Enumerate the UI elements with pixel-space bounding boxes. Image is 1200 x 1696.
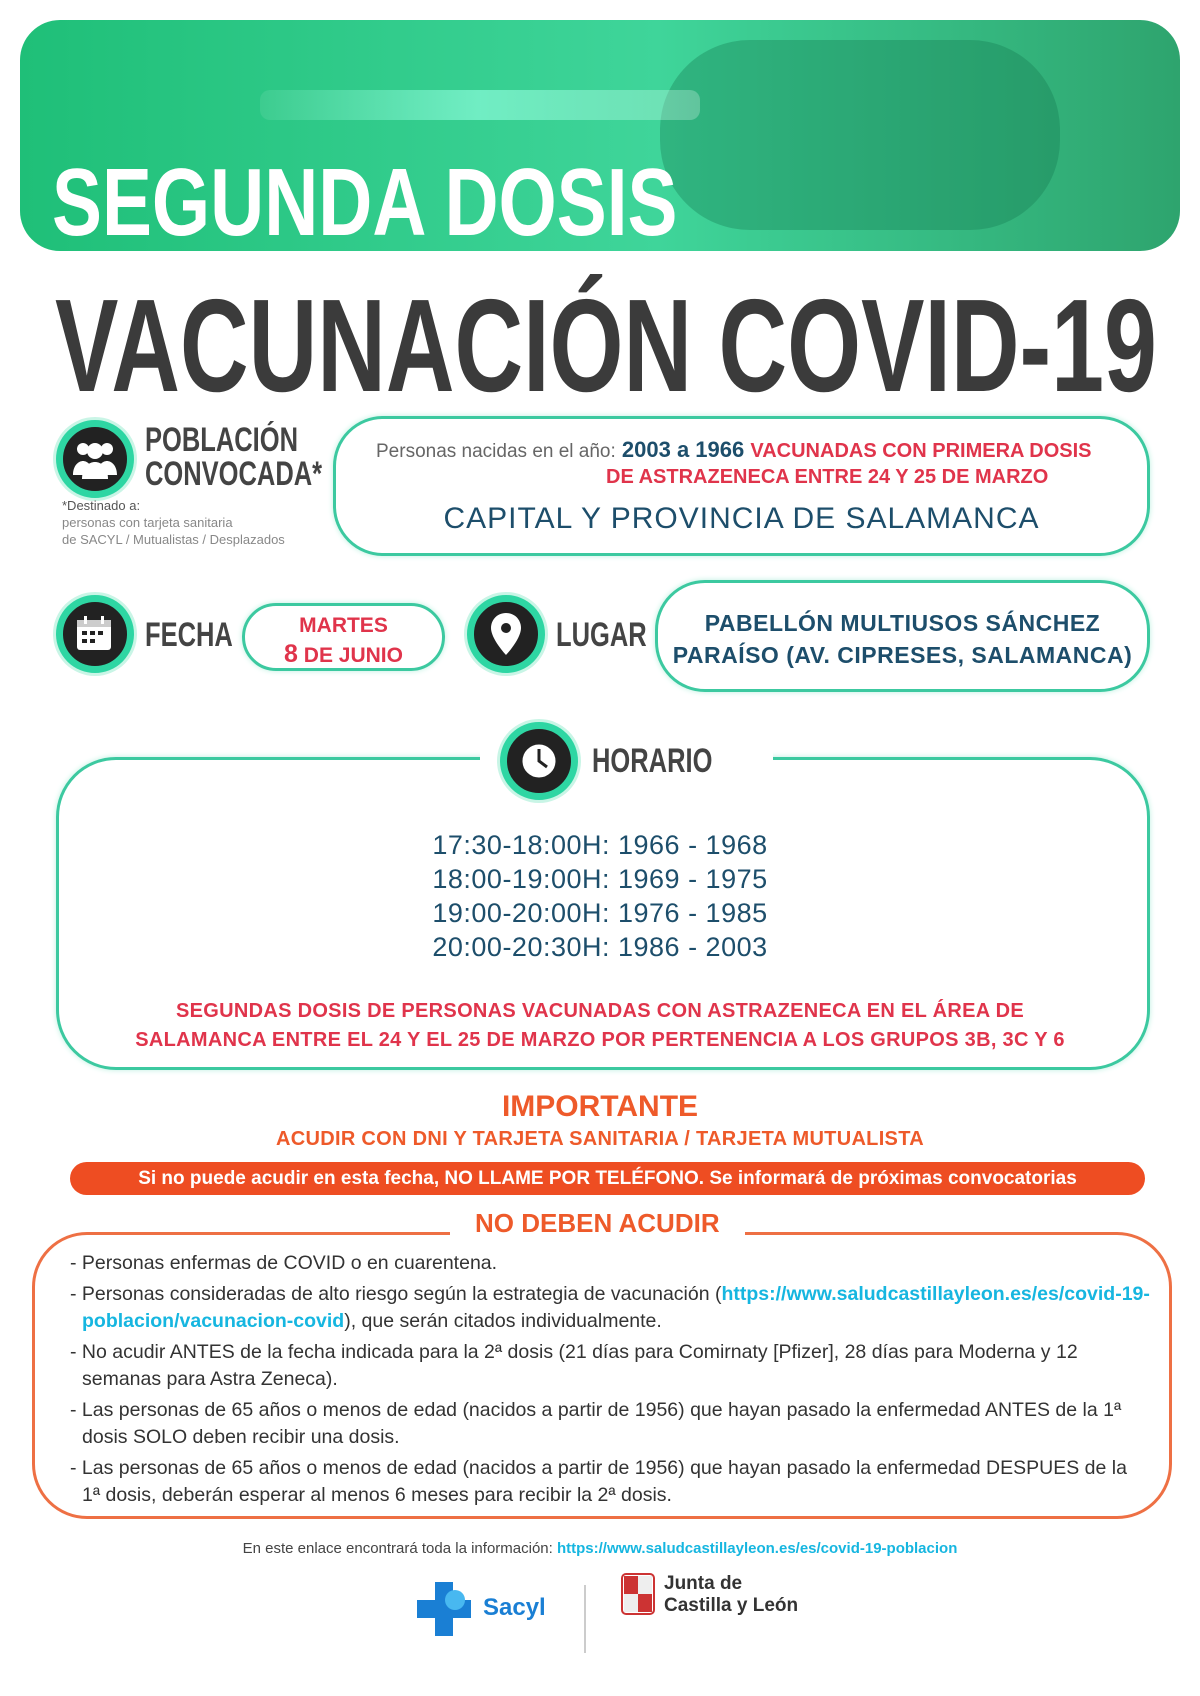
poblacion-note: *Destinado a: personas con tarjeta sanitaria de SACYL / Mutualistas / Desplazados — [62, 498, 285, 547]
lugar-box: PABELLÓN MULTIUSOS SÁNCHEZ PARAÍSO (AV. CIPRESES, SALAMANCA) — [655, 580, 1150, 692]
list-item: - Personas enfermas de COVID o en cuarentena. — [70, 1252, 498, 1274]
title-segunda-dosis: SEGUNDA DOSIS — [52, 149, 678, 256]
clock-icon — [500, 722, 578, 800]
horario-slots: 17:30-18:00H: 1966 - 1968 18:00-19:00H: 1969 - 1975 19:00-20:00H: 1976 - 1985 20:00-20:30H: 1986 - 2003 — [432, 830, 768, 962]
list-item: - Personas consideradas de alto riesgo según la estrategia de vacunación (https://www.saludcastillayleon.es/es/covid-19-poblacion/vacunacion-covid), que serán citados individualmente. — [70, 1283, 1150, 1332]
fecha-box: MARTES 8 DE JUNIO — [242, 603, 445, 671]
list-item: - Las personas de 65 años o menos de edad (nacidos a partir de 1956) que hayan pasado la enfermedad ANTES de la 1ª dosis SOLO deben recibir una dosis. — [70, 1399, 1122, 1448]
horario-note: SEGUNDAS DOSIS DE PERSONAS VACUNADAS CON ASTRAZENECA EN EL ÁREA DE SALAMANCA ENTRE EL 24 Y EL 25 DE MARZO POR PERTENENCIA A LOS GRUPOS 3B, 3C Y 6 — [135, 1000, 1065, 1051]
importante-title: IMPORTANTE — [501, 1090, 699, 1123]
poblacion-box: Personas nacidas en el año: 2003 a 1966 VACUNADAS CON PRIMERA DOSIS DE ASTRAZENECA ENTRE 24 Y 25 DE MARZO CAPITAL Y PROVINCIA DE SALAMANCA — [333, 416, 1150, 556]
no-llame-banner: Si no puede acudir en esta fecha, NO LLAME POR TELÉFONO. Se informará de próximas convocatorias — [70, 1162, 1145, 1195]
list-item: - No acudir ANTES de la fecha indicada para la 2ª dosis (21 días para Comirnaty [Pfizer], 28 días para Moderna y 12 semanas para Astra Zeneca). — [70, 1341, 1078, 1390]
fecha-label: FECHA — [145, 616, 233, 654]
location-pin-icon — [467, 595, 545, 673]
logo-divider — [584, 1585, 586, 1653]
syringe-image — [260, 90, 700, 120]
poblacion-label: POBLACIÓN CONVOCADA* — [145, 421, 323, 493]
title-vacunacion: VACUNACIÓN COVID-19 — [55, 272, 1157, 419]
people-icon — [56, 420, 134, 498]
horario-header: HORARIO — [480, 722, 773, 800]
coat-of-arms-icon — [620, 1572, 656, 1618]
junta-logo: Junta de Castilla y León — [620, 1572, 798, 1618]
info-link[interactable]: https://www.saludcastillayleon.es/es/covid-19-poblacion — [556, 1540, 958, 1557]
vacunacion-link[interactable]: https://www.saludcastillayleon.es/es/covid-19-poblacion/vacunacion-covid — [82, 1283, 1150, 1332]
no-acudir-list — [70, 1250, 1150, 1513]
calendar-icon — [56, 595, 134, 673]
sacyl-cross-icon — [415, 1580, 475, 1636]
no-acudir-title: NO DEBEN ACUDIR — [450, 1208, 745, 1239]
sacyl-logo: Sacyl — [415, 1580, 546, 1636]
importante-subtitle: ACUDIR CON DNI Y TARJETA SANITARIA / TARJETA MUTUALISTA — [276, 1128, 924, 1150]
list-item: - Las personas de 65 años o menos de edad (nacidos a partir de 1956) que hayan pasado la enfermedad DESPUES de la 1ª dosis, deberán esperar al menos 6 meses para recibir la 2ª dosis. — [70, 1457, 1127, 1506]
footer-info: En este enlace encontrará toda la información: https://www.saludcastillayleon.es/es/covid-19-poblacion — [242, 1540, 958, 1557]
lugar-label: LUGAR — [556, 616, 647, 654]
